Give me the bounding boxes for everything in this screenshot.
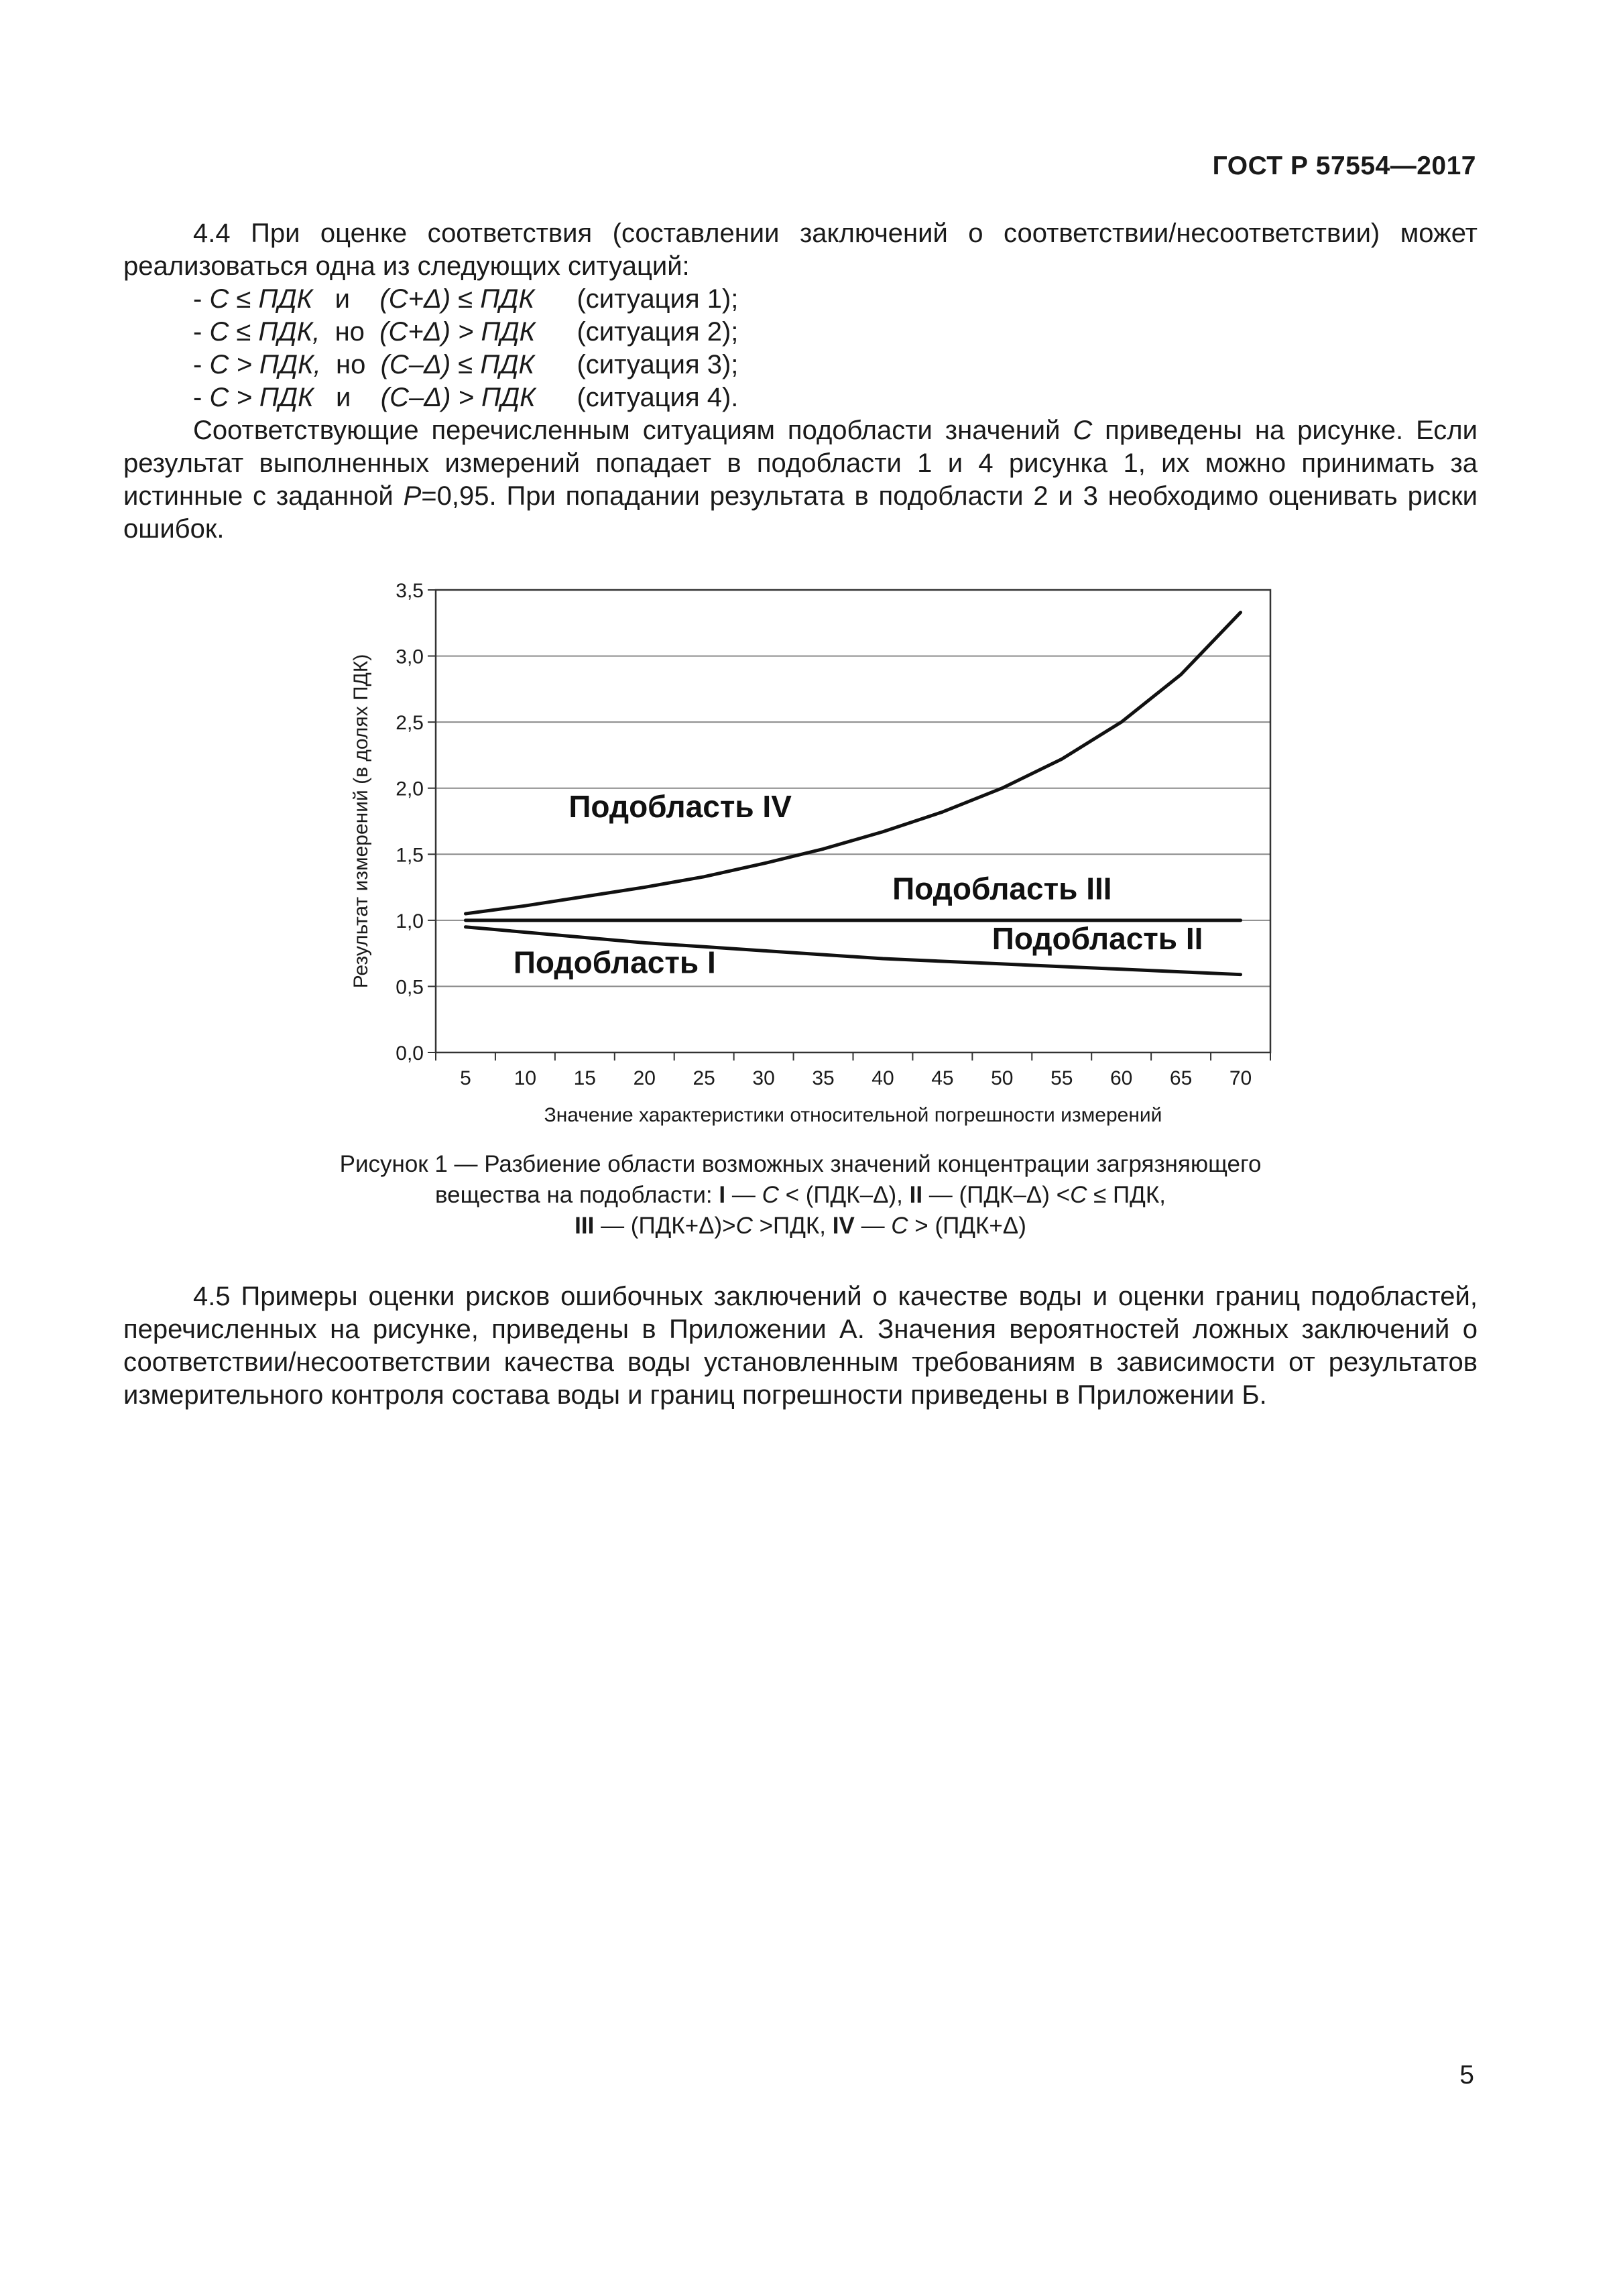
x-tick-label-11: 60	[1109, 1067, 1133, 1089]
subregion-label-3: Подобласть II	[991, 921, 1203, 957]
y-tick-label-2: 1,0	[396, 910, 424, 932]
y-tick-label-5: 2,5	[396, 712, 424, 735]
situation-3: - C > ПДК, но (C–Δ) ≤ ПДК (ситуация 3);	[193, 350, 739, 379]
situation-2: - C ≤ ПДК, но (C+Δ) > ПДК (ситуация 2);	[193, 317, 739, 347]
y-tick-label-6: 3,0	[396, 646, 424, 668]
section-4-5-text: 4.5 Примеры оценки рисков ошибочных заключений о качестве воды и оценки границ подобластей, перечисленных на рисунке, приведены в Приложении А. Значения вероятностей ложных заключений о соответствии/несоответствии качества воды установленным требованиям в зависимости от результатов измерительного контроля состава воды и границ погрешности приведены в Приложении Б.	[123, 1282, 1478, 1410]
y-tick-label-0: 0,0	[396, 1042, 424, 1065]
y-tick-label-4: 2,0	[396, 778, 424, 800]
standard-header: ГОСТ Р 57554—2017	[1212, 152, 1476, 180]
y-tick-label-1: 0,5	[396, 976, 424, 999]
caption-line-2: вещества на подобласти: I — C < (ПДК–Δ), II — (ПДК–Δ) <C ≤ ПДК,	[434, 1182, 1166, 1208]
chart-svg	[335, 570, 1301, 1133]
section-4-5	[123, 1280, 1478, 1412]
plot-frame	[436, 590, 1270, 1052]
x-tick-label-6: 35	[812, 1067, 835, 1089]
x-axis-label: Значение характеристики относительной погрешности измерений	[544, 1104, 1162, 1126]
x-tick-label-8: 45	[931, 1067, 954, 1089]
series-upper-line	[465, 613, 1240, 914]
page-number: 5	[1459, 2061, 1474, 2090]
y-tick-label-3: 1,5	[396, 844, 424, 867]
x-tick-label-1: 10	[514, 1067, 537, 1089]
section-4-4-paragraph-2: Соответствующие перечисленным ситуациям подобласти значений C приведены на рисунке. Если результат выполненных измерений попадает в подобласти 1 и 4 рисунка 1, их можно принимать за истинные с заданной P=0,95. При попадании результата в подобласти 2 и 3 необходимо оценивать риски ошибок.	[123, 416, 1478, 544]
x-tick-label-13: 70	[1229, 1067, 1252, 1089]
x-tick-label-3: 20	[633, 1067, 656, 1089]
x-tick-label-10: 55	[1050, 1067, 1073, 1089]
x-tick-label-9: 50	[991, 1067, 1014, 1089]
x-tick-label-0: 5	[460, 1067, 471, 1089]
situation-1: - C ≤ ПДК и (C+Δ) ≤ ПДК (ситуация 1);	[193, 284, 739, 314]
y-axis-label: Результат измерений (в долях ПДК)	[350, 654, 372, 989]
x-tick-label-12: 65	[1169, 1067, 1193, 1089]
section-4-4-intro: 4.4 При оценке соответствия (составлении заключений о соответствии/несоответствии) может реализоваться одна из следующих ситуаций:	[123, 219, 1478, 281]
figure-1-caption	[123, 1149, 1478, 1242]
x-tick-label-4: 25	[693, 1067, 715, 1089]
section-4-4	[123, 217, 1478, 546]
x-tick-label-2: 15	[573, 1067, 597, 1089]
caption-line-1: Рисунок 1 — Разбиение области возможных значений концентрации загрязняющего	[339, 1151, 1262, 1177]
x-tick-label-5: 30	[752, 1067, 775, 1089]
y-tick-label-7: 3,5	[396, 580, 424, 602]
subregion-label-1: Подобласть IV	[568, 789, 792, 825]
subregion-label-2: Подобласть III	[892, 871, 1112, 906]
caption-line-3: III — (ПДК+Δ)>C >ПДК, IV — C > (ПДК+Δ)	[575, 1213, 1026, 1239]
figure-1-chart	[335, 570, 1301, 1133]
situation-4: - C > ПДК и (C–Δ) > ПДК (ситуация 4).	[193, 383, 739, 412]
x-tick-label-7: 40	[871, 1067, 894, 1089]
subregion-label-4: Подобласть I	[513, 945, 716, 980]
